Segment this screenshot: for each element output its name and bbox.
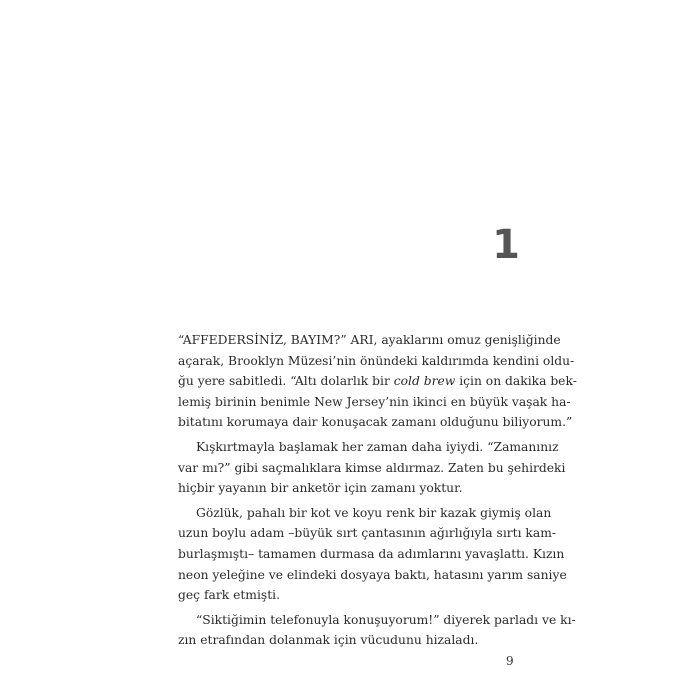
text-line: lemiş birinin benimle New Jersey’nin ikinci en büyük vaşak ha- — [178, 394, 571, 409]
text-line: “Siktiğimin telefonuyla konuşuyorum!” diyerek parladı ve kı- — [196, 612, 576, 627]
text-line: uzun boylu adam –büyük sırt çantasının ağırlığıyla sırtı kam- — [178, 526, 557, 541]
text-line: Gözlük, pahalı bir kot ve koyu renk bir kazak giymiş olan — [196, 505, 552, 520]
paragraph-1 — [178, 330, 577, 433]
text-line — [178, 371, 577, 392]
text-line: neon yeleğine ve elindeki dosyaya baktı, hatasını yarım saniye — [178, 567, 567, 582]
text-line: burlaşmıştı– tamamen durmasa da adımlarını yavaşlattı. Kızın — [178, 546, 565, 561]
text-line: bitatını korumaya dair konuşacak zamanı olduğunu biliyorum.” — [178, 415, 573, 430]
paragraph-2 — [178, 437, 566, 499]
text-line: “AFFEDERSİNİZ, BAYIM?” ARI, ayaklarını omuz genişliğinde — [178, 333, 561, 347]
text-line: var mı?” gibi saçmalıklara kimse aldırmaz. Zaten bu şehirdeki — [178, 460, 566, 475]
chapter-number: 1 — [492, 222, 520, 268]
text-line: zın etrafından dolanmak için vücudunu hizaladı. — [178, 633, 479, 648]
text-line: hiçbir yayanın bir anketör için zamanı yoktur. — [178, 481, 463, 496]
text-segment: için on dakika bek- — [455, 374, 577, 389]
text-line: geç fark etmişti. — [178, 588, 280, 603]
text-line: Kışkırtmayla başlamak her zaman daha iyiydi. “Zamanınız — [196, 439, 559, 454]
text-segment: ğu yere sabitledi. “Altı dolarlık bir — [178, 374, 394, 389]
paragraph-3 — [178, 503, 567, 606]
paragraph-4 — [178, 610, 576, 651]
body-text — [178, 330, 577, 655]
italic-phrase: cold brew — [393, 374, 456, 389]
page-number: 9 — [506, 654, 514, 668]
text-line: açarak, Brooklyn Müzesi’nin önündeki kaldırımda kendini oldu- — [178, 353, 575, 368]
